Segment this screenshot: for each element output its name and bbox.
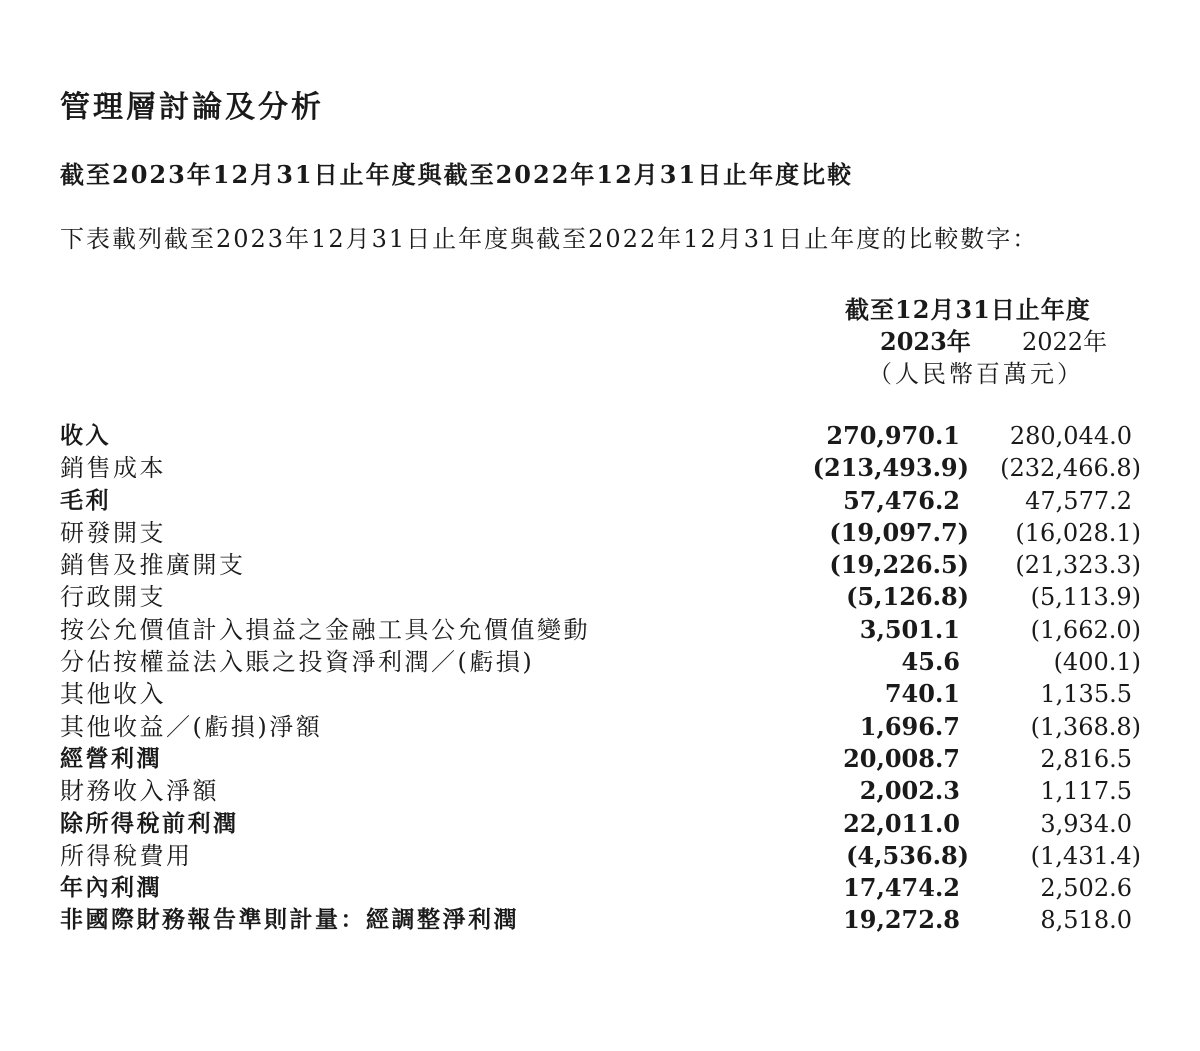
value-2022: 1,135.5 xyxy=(1040,680,1132,709)
value-2023: 270,970.1 xyxy=(826,421,960,450)
value-2023: 17,474.2 xyxy=(843,873,960,903)
value-2022: (400.1) xyxy=(1053,648,1141,677)
value-2023: 19,272.8 xyxy=(843,905,960,935)
value-2023: 3,501.1 xyxy=(859,614,960,644)
table-row xyxy=(0,711,1200,743)
table-row xyxy=(0,775,1200,807)
row-label: 非國際財務報告準則計量：經調整淨利潤 xyxy=(60,907,519,934)
value-2022: 47,577.2 xyxy=(1025,486,1132,515)
table-row xyxy=(0,614,1200,646)
value-2022: 3,934.0 xyxy=(1040,809,1132,838)
column-header-2022: 2022年 xyxy=(1022,328,1108,356)
row-label: 行政開支 xyxy=(60,583,166,612)
value-2023: (5,126.8) xyxy=(846,582,969,612)
table-row xyxy=(0,904,1200,936)
section-subtitle: 截至2023年12月31日止年度與截至2022年12月31日止年度比較 xyxy=(60,160,854,189)
table-row xyxy=(0,581,1200,613)
value-2022: 8,518.0 xyxy=(1040,906,1132,935)
row-label: 年內利潤 xyxy=(60,875,162,902)
row-label: 除所得稅前利潤 xyxy=(60,810,239,837)
value-2022: 280,044.0 xyxy=(1009,422,1132,450)
row-label: 銷售及推廣開支 xyxy=(60,551,246,580)
value-2022: 1,117.5 xyxy=(1040,777,1132,806)
value-2023: (19,226.5) xyxy=(829,550,969,580)
financial-table xyxy=(0,420,1200,937)
table-row xyxy=(0,678,1200,710)
value-2023: 740.1 xyxy=(884,679,960,709)
table-unit-label: （人民幣百萬元） xyxy=(868,360,1084,388)
value-2023: 57,476.2 xyxy=(843,485,960,515)
value-2022: (232,466.8) xyxy=(1000,454,1141,483)
row-label: 銷售成本 xyxy=(60,454,166,483)
value-2023: 2,002.3 xyxy=(859,776,960,806)
row-label: 分佔按權益法入賬之投資淨利潤／(虧損) xyxy=(60,648,535,677)
table-row xyxy=(0,840,1200,872)
value-2022: 2,502.6 xyxy=(1040,874,1132,903)
value-2023: 22,011.0 xyxy=(843,808,960,838)
table-row xyxy=(0,485,1200,517)
row-label: 收入 xyxy=(60,423,111,449)
table-row xyxy=(0,872,1200,904)
row-label: 研發開支 xyxy=(60,518,166,547)
row-label: 按公允價值計入損益之金融工具公允價值變動 xyxy=(60,615,590,644)
table-row xyxy=(0,517,1200,549)
row-label: 財務收入淨額 xyxy=(60,777,219,806)
table-row xyxy=(0,743,1200,775)
row-label: 所得稅費用 xyxy=(60,841,193,870)
row-label: 其他收益／(虧損)淨額 xyxy=(60,712,323,741)
table-row xyxy=(0,808,1200,840)
table-period-header: 截至12月31日止年度 xyxy=(845,295,1091,324)
intro-text: 下表載列截至2023年12月31日止年度與截至2022年12月31日止年度的比較數字： xyxy=(60,225,1039,253)
value-2023: (213,493.9) xyxy=(812,453,969,483)
row-label: 其他收入 xyxy=(60,680,166,709)
value-2023: 20,008.7 xyxy=(843,743,960,773)
value-2022: (1,662.0) xyxy=(1030,615,1141,644)
table-row xyxy=(0,420,1200,452)
value-2023: (19,097.7) xyxy=(829,517,969,547)
row-label: 經營利潤 xyxy=(60,745,162,772)
value-2022: (21,323.3) xyxy=(1015,551,1141,580)
value-2022: (16,028.1) xyxy=(1015,518,1141,547)
table-row xyxy=(0,452,1200,484)
value-2022: (5,113.9) xyxy=(1030,583,1141,612)
value-2022: 2,816.5 xyxy=(1040,744,1132,773)
row-label: 毛利 xyxy=(60,487,111,514)
value-2023: 1,696.7 xyxy=(859,711,960,741)
table-row xyxy=(0,646,1200,678)
value-2023: 45.6 xyxy=(901,647,960,677)
value-2023: (4,536.8) xyxy=(846,840,969,870)
page-title: 管理層討論及分析 xyxy=(60,90,324,125)
value-2022: (1,368.8) xyxy=(1030,712,1141,741)
table-row xyxy=(0,549,1200,581)
column-header-2023: 2023年 xyxy=(880,327,971,356)
value-2022: (1,431.4) xyxy=(1030,841,1141,870)
